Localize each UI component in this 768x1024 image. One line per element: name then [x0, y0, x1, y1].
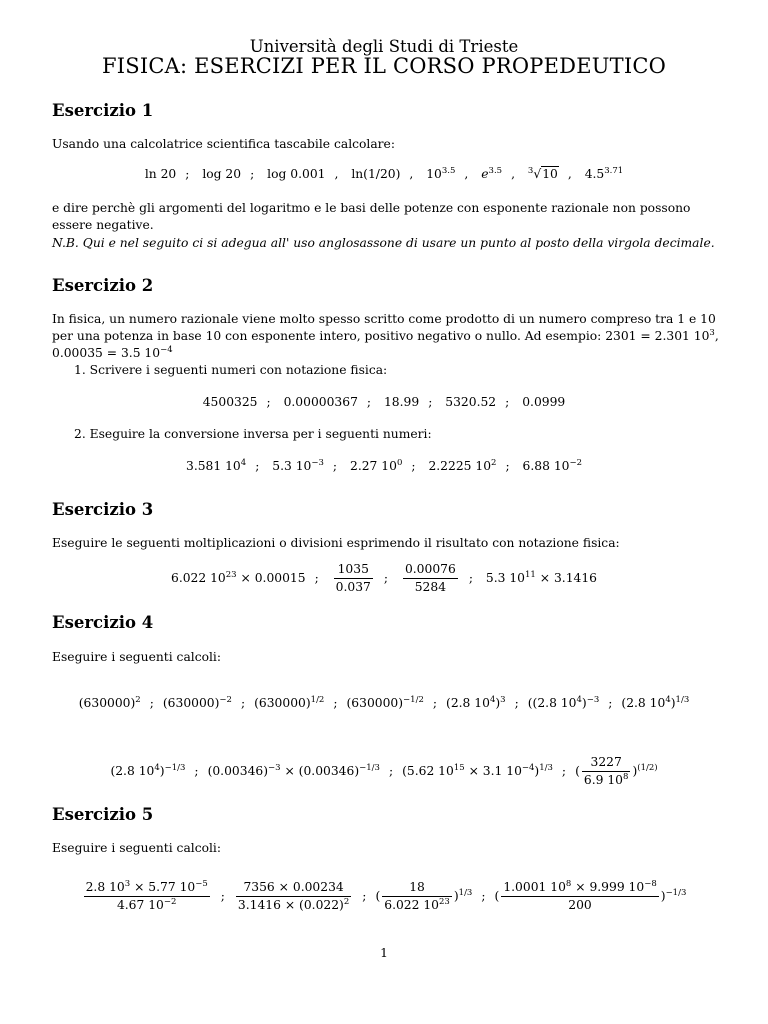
exercise-1-intro: Usando una calcolatrice scientifica tascabile calcolare:: [52, 137, 395, 151]
exercise-2-item-1: 1. Scrivere i seguenti numeri con notazione fisica:: [74, 363, 388, 377]
sci-number-3: 2.27 $10^0$: [350, 458, 403, 473]
number-4: 5320.52: [445, 395, 497, 409]
exercise-4-row-1: $(630000)^2$ ; $(630000)^{-2}$ ; $(630000)^{1/2}$ ; $(630000)^{-1/2}$ ; (2.8 $10^4)^3$ ; ((2.8 $10^4)^{-3}$ ; (2.8 $10^4)^{1/3}$: [78, 695, 690, 710]
exercise-4-heading: Esercizio 4: [52, 613, 154, 632]
expr-3a: 6.022 $10^{23} \times 0.00015$: [171, 570, 306, 585]
exercise-5-heading: Esercizio 5: [52, 805, 154, 824]
exercise-1-text: e dire perchè gli argomenti del logaritmo e le basi delle potenze con esponente razionale non possono essere negative.: [52, 201, 691, 232]
expr-ln-1-20: ln(1/20): [351, 167, 401, 181]
expr-cube-root: $^3$√10: [527, 166, 558, 181]
exercise-1-note: N.B. Qui e nel seguito ci si adegua all' uso anglosassone di usare un punto al posto della virgola decimale.: [52, 236, 715, 250]
exercise-3-heading: Esercizio 3: [52, 500, 154, 519]
exercise-5-intro: Eseguire i seguenti calcoli:: [52, 841, 222, 855]
fraction-3c: $\frac{0.00076}{5284}$: [404, 562, 456, 594]
exercise-5-expressions: $\frac{2.8 10^3 \times 5.77 10^{-5}}{4.67 10^{-2}}$ ; $\frac{7356 \times 0.00234}{3.1416 \times (0.022)^2}$ ; ( $\frac{18}{6.022 10^{23}}$ )$^{1/3}$ ; ( $\frac{1.0001 10^8 \times 9.999 10^{-8}}{200}$ )$^{-1/3}$: [85, 879, 687, 912]
exercise-3-expressions: 6.022 $10^{23} \times 0.00015$ ; $\frac{1035}{0.037}$ ; $\frac{0.00076}{5284}$ ; 5.3 $10^{11} \times 3.1416$: [171, 562, 597, 594]
page-number: 1: [380, 946, 388, 960]
expr-10-pow: $10^{3.5}$: [426, 166, 456, 181]
sci-number-4: 2.2225 $10^2$: [428, 458, 497, 473]
expr-4-5-pow: $4.5^{3.71}$: [584, 166, 624, 181]
number-3: 18.99: [383, 395, 420, 409]
expr-log0001: log 0.001: [267, 167, 326, 181]
exercise-1-expressions: ln 20 ; log 20 ; log 0.001 , ln(1/20) , $10^{3.5}$ , $e^{3.5}$ , $^3$√10 , $4.5^{3.71}$: [144, 166, 624, 181]
expr-log20: log 20: [202, 167, 242, 181]
fraction-3b: $\frac{1035}{0.037}$: [335, 562, 371, 594]
expr-ln20: ln 20: [144, 167, 177, 181]
exercise-2-list-2: 3.581 $10^4$ ; 5.3 $10^{-3}$ ; 2.27 $10^0$ ; 2.2225 $10^2$ ; 6.88 $10^{-2}$: [186, 458, 582, 473]
sci-number-1: 3.581 $10^4$: [186, 458, 247, 473]
exercise-2-item-2: 2. Eseguire la conversione inversa per i seguenti numeri:: [74, 427, 432, 441]
university-name: Università degli Studi di Trieste: [249, 37, 519, 56]
number-1: 4500325: [202, 395, 258, 409]
sci-number-2: 5.3 $10^{-3}$: [272, 458, 324, 473]
expr-e-pow: $e^{3.5}$: [481, 166, 503, 181]
exercise-2-heading: Esercizio 2: [52, 276, 154, 295]
number-2: 0.00000367: [283, 395, 358, 409]
document-title: FISICA: ESERCIZI PER IL CORSO PROPEDEUTICO: [101, 54, 667, 78]
exercise-1-heading: Esercizio 1: [52, 101, 154, 120]
exercise-3-intro: Eseguire le seguenti moltiplicazioni o divisioni esprimendo il risultato con notazione fisica:: [52, 536, 620, 550]
expr-3d: 5.3 $10^{11} \times 3.1416$: [485, 570, 597, 585]
exercise-2-list-1: 4500325 ; 0.00000367 ; 18.99 ; 5320.52 ; 0.0999: [202, 395, 566, 409]
number-5: 0.0999: [522, 395, 566, 409]
sci-number-5: 6.88 $10^{-2}$: [522, 458, 582, 473]
exercise-2-paragraph: In fisica, un numero razionale viene molto spesso scritto come prodotto di un numero compreso tra 1 e 10 per una potenza in base 10 con esponente intero, positivo negativo o nullo. Ad esempio: 2301 = 2.301 $10^3$, 0.00035 = 3.5 $10^{-4}$: [52, 312, 719, 360]
exercise-4-intro: Eseguire i seguenti calcoli:: [52, 650, 222, 664]
exercise-4-row-2: (2.8 $10^4)^{-1/3}$ ; $(0.00346)^{-3} \times (0.00346)^{-1/3}$ ; (5.62 $10^{15} \times 3.1$ $10^{-4})^{1/3}$ ; ( $\frac{3227}{6.9 10^8}$ )$^{(1/2)}$: [110, 755, 658, 787]
